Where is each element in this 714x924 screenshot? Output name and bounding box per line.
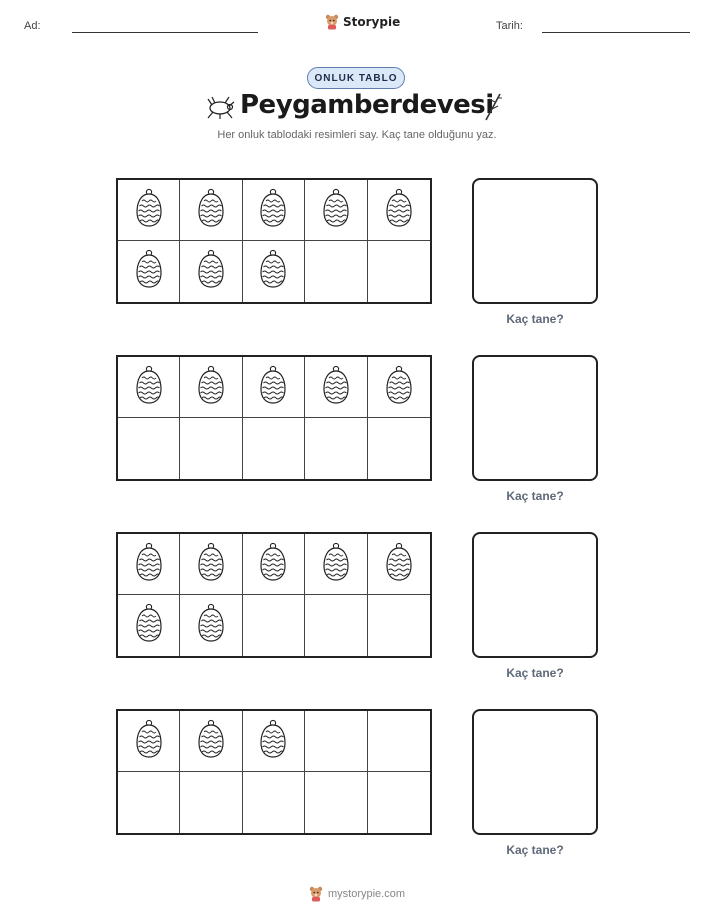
answer-prompt-2: Kaç tane?	[506, 489, 564, 503]
ten-frame-cell	[305, 241, 367, 302]
ten-frame-cell	[368, 180, 430, 241]
ten-frame-cell	[118, 534, 180, 595]
answer-prompt-1: Kaç tane?	[506, 312, 564, 326]
ten-frame-cell	[243, 595, 305, 656]
ten-frame-3	[116, 532, 432, 658]
ten-frame-cell	[305, 180, 367, 241]
ten-frame-cell	[305, 418, 367, 479]
ten-frame-cell	[243, 418, 305, 479]
ten-frame-cell	[118, 180, 180, 241]
brand-name: Storypie	[343, 15, 401, 29]
ten-frame-1	[116, 178, 432, 304]
egg-case-icon	[260, 188, 286, 233]
ten-frame-cell	[243, 180, 305, 241]
answer-box-2[interactable]	[472, 355, 598, 481]
ten-frame-cell	[118, 418, 180, 479]
egg-case-icon	[198, 249, 224, 294]
name-line	[72, 32, 258, 33]
ten-frame-4	[116, 709, 432, 835]
footer	[0, 886, 714, 902]
egg-case-icon	[323, 542, 349, 587]
egg-case-icon	[323, 188, 349, 233]
ten-frame-cell	[368, 241, 430, 302]
egg-case-icon	[198, 603, 224, 648]
ten-frame-cell	[180, 241, 242, 302]
bear-mascot-icon	[309, 886, 323, 902]
ten-frame-cell	[180, 772, 242, 833]
ten-frame-cell	[368, 711, 430, 772]
egg-case-icon	[198, 188, 224, 233]
answer-box-3[interactable]	[472, 532, 598, 658]
ten-frame-cell	[180, 711, 242, 772]
egg-case-icon	[260, 365, 286, 410]
egg-case-icon	[386, 188, 412, 233]
answer-prompt-4: Kaç tane?	[506, 843, 564, 857]
worksheet-type-badge: ONLUK TABLO	[307, 67, 405, 89]
ten-frame-cell	[180, 418, 242, 479]
ten-frame-cell	[368, 534, 430, 595]
ten-frame-cell	[243, 357, 305, 418]
egg-case-icon	[260, 249, 286, 294]
bear-mascot-icon	[325, 14, 339, 30]
mantis-icon	[203, 93, 237, 121]
ten-frame-cell	[305, 595, 367, 656]
ten-frame-cell	[368, 595, 430, 656]
ten-frame-2	[116, 355, 432, 481]
egg-case-icon	[386, 542, 412, 587]
ten-frame-cell	[243, 711, 305, 772]
egg-case-icon	[136, 249, 162, 294]
egg-case-icon	[136, 603, 162, 648]
ten-frame-cell	[118, 595, 180, 656]
page-title: Peygamberdevesi	[240, 90, 494, 120]
ten-frame-cell	[118, 711, 180, 772]
egg-case-icon	[260, 719, 286, 764]
ten-frame-cell	[243, 241, 305, 302]
answer-prompt-3: Kaç tane?	[506, 666, 564, 680]
egg-case-icon	[323, 365, 349, 410]
egg-case-icon	[198, 542, 224, 587]
date-line	[542, 32, 690, 33]
ten-frame-cell	[118, 357, 180, 418]
ten-frame-cell	[243, 772, 305, 833]
footer-url: mystorypie.com	[327, 888, 406, 900]
ten-frame-cell	[305, 534, 367, 595]
name-label: Ad:	[24, 20, 41, 32]
egg-case-icon	[260, 542, 286, 587]
answer-box-1[interactable]	[472, 178, 598, 304]
ten-frame-cell	[180, 534, 242, 595]
ten-frame-cell	[368, 418, 430, 479]
ten-frame-cell	[118, 241, 180, 302]
instructions: Her onluk tablodaki resimleri say. Kaç tane olduğunu yaz.	[217, 129, 497, 141]
egg-case-icon	[136, 188, 162, 233]
ten-frame-cell	[305, 772, 367, 833]
egg-case-icon	[386, 365, 412, 410]
ten-frame-cell	[180, 595, 242, 656]
ten-frame-cell	[118, 772, 180, 833]
ten-frame-cell	[180, 180, 242, 241]
egg-case-icon	[136, 542, 162, 587]
ten-frame-cell	[305, 711, 367, 772]
ten-frame-cell	[368, 772, 430, 833]
ten-frame-cell	[305, 357, 367, 418]
egg-case-icon	[136, 365, 162, 410]
answer-box-4[interactable]	[472, 709, 598, 835]
egg-case-icon	[198, 719, 224, 764]
ten-frame-cell	[243, 534, 305, 595]
ten-frame-cell	[180, 357, 242, 418]
egg-case-icon	[136, 719, 162, 764]
date-label: Tarih:	[496, 20, 523, 32]
ten-frame-cell	[368, 357, 430, 418]
brand-logo	[325, 14, 400, 30]
stick-icon	[482, 92, 504, 122]
egg-case-icon	[198, 365, 224, 410]
